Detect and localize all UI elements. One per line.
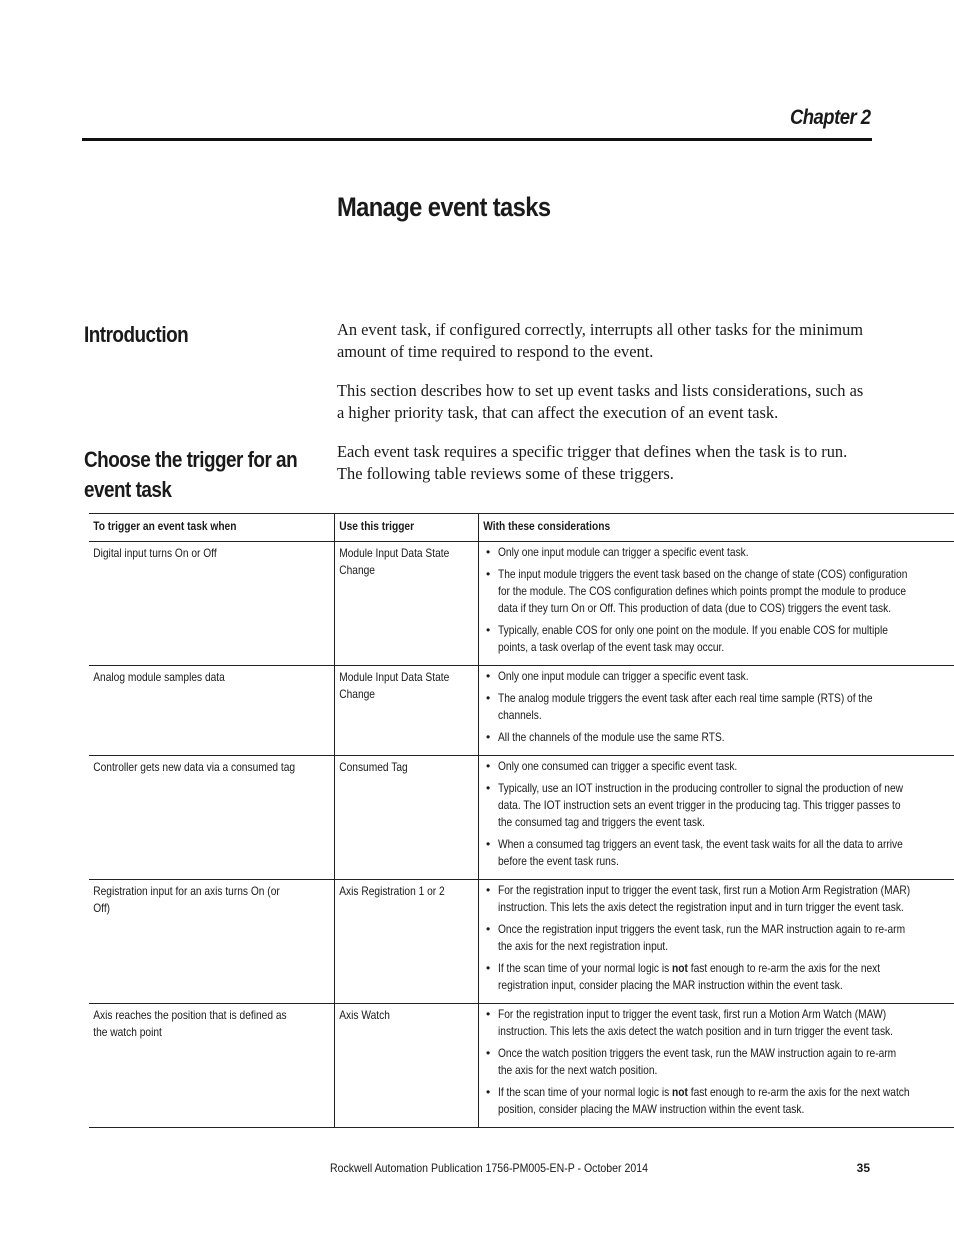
page-number: 35 bbox=[856, 1161, 870, 1175]
list-item: • Typically, use an IOT instruction in the producing controller to signal the production of new data. The IOT instruction sets an event trigger in the producing tag. This trigger passes to the consumed tag and triggers the event task. bbox=[486, 781, 904, 829]
list-item: • Only one input module can trigger a specific event task. bbox=[486, 545, 749, 559]
considerations-list bbox=[479, 756, 954, 879]
list-item: • The input module triggers the event task based on the change of state (COS) configuration for the module. The COS configuration defines which points prompt the module to produce data if they turn On or Off. This production of data (due to COS) triggers the event task. bbox=[486, 567, 908, 615]
table-row bbox=[89, 1004, 954, 1128]
introduction-heading: Introduction bbox=[84, 322, 189, 347]
list-item: • All the channels of the module use the same RTS. bbox=[486, 730, 725, 744]
list-item: • When a consumed tag triggers an event task, the event task waits for all the data to arrive before the event task runs. bbox=[486, 837, 903, 868]
bullet-icon: • bbox=[486, 837, 491, 851]
bullet-icon: • bbox=[486, 567, 491, 581]
choose-trigger-paragraph: Each event task requires a specific trigger that defines when the task is to run. The following table reviews some of these triggers. bbox=[337, 442, 848, 483]
header-rule bbox=[82, 138, 872, 141]
bullet-icon: • bbox=[486, 730, 491, 744]
table-row bbox=[89, 542, 954, 666]
list-item: • If the scan time of your normal logic is not fast enough to re-arm the axis for the next watch position, consider placing the MAW instruction within the event task. bbox=[486, 1085, 910, 1116]
bullet-icon: • bbox=[486, 1046, 491, 1060]
cell-trigger: Consumed Tag bbox=[335, 756, 479, 880]
list-item: • Only one consumed can trigger a specific event task. bbox=[486, 759, 738, 773]
cell-considerations bbox=[479, 542, 954, 666]
bullet-icon: • bbox=[486, 691, 491, 705]
list-item: • Once the registration input triggers the event task, run the MAR instruction again to re-arm the axis for the next registration input. bbox=[486, 922, 906, 953]
cell-trigger: Axis Watch bbox=[335, 1004, 479, 1128]
list-item: • For the registration input to trigger the event task, first run a Motion Arm Registration (MAR) instruction. This lets the axis detect the registration input and in turn trigger the event task. bbox=[486, 883, 911, 914]
considerations-list bbox=[479, 666, 954, 755]
cell-considerations bbox=[479, 756, 954, 880]
bullet-icon: • bbox=[486, 883, 491, 897]
cell-considerations bbox=[479, 880, 954, 1004]
list-item: • Once the watch position triggers the event task, run the MAW instruction again to re-arm the axis for the next watch position. bbox=[486, 1046, 897, 1077]
cell-when: Analog module samples data bbox=[89, 666, 335, 756]
cell-trigger: Axis Registration 1 or 2 bbox=[335, 880, 479, 1004]
page-title: Manage event tasks bbox=[337, 192, 551, 222]
cell-when: Digital input turns On or Off bbox=[89, 542, 335, 666]
choose-trigger-heading: Choose the trigger for an event task bbox=[84, 447, 298, 502]
bullet-icon: • bbox=[486, 545, 491, 559]
cell-considerations bbox=[479, 1004, 954, 1128]
list-item: • If the scan time of your normal logic is not fast enough to re-arm the axis for the next registration input, consider placing the MAR instruction within the event task. bbox=[486, 961, 881, 992]
cell-trigger: Module Input Data State Change bbox=[335, 542, 479, 666]
considerations-list bbox=[479, 880, 954, 1003]
bullet-icon: • bbox=[486, 781, 491, 795]
bullet-icon: • bbox=[486, 961, 491, 975]
bullet-icon: • bbox=[486, 922, 491, 936]
header-considerations: With these considerations bbox=[483, 519, 611, 533]
cell-when: Axis reaches the position that is defined as the watch point bbox=[89, 1004, 335, 1128]
trigger-table bbox=[89, 513, 954, 1128]
list-item: • The analog module triggers the event task after each real time sample (RTS) of the channels. bbox=[486, 691, 873, 722]
publication-info: Rockwell Automation Publication 1756-PM005-EN-P - October 2014 bbox=[330, 1161, 648, 1175]
list-item: • Only one input module can trigger a specific event task. bbox=[486, 669, 749, 683]
table-header-row bbox=[89, 514, 954, 542]
bullet-icon: • bbox=[486, 669, 491, 683]
list-item: • For the registration input to trigger the event task, first run a Motion Arm Watch (MAW) instruction. This lets the axis detect the watch position and in turn trigger the event task. bbox=[486, 1007, 893, 1038]
considerations-list bbox=[479, 542, 954, 665]
considerations-list bbox=[479, 1004, 954, 1127]
header-trigger: Use this trigger bbox=[335, 514, 479, 542]
header-when: To trigger an event task when bbox=[89, 514, 335, 542]
chapter-label: Chapter 2 bbox=[789, 106, 870, 129]
cell-when: Registration input for an axis turns On (or Off) bbox=[89, 880, 335, 1004]
bullet-icon: • bbox=[486, 623, 491, 637]
intro-paragraph-2: This section describes how to set up event tasks and lists considerations, such as a higher priority task, that can affect the execution of an event task. bbox=[337, 381, 864, 422]
table-body bbox=[89, 542, 954, 1128]
intro-paragraph-1: An event task, if configured correctly, interrupts all other tasks for the minimum amount of time required to respond to the event. bbox=[337, 320, 864, 361]
cell-trigger: Module Input Data State Change bbox=[335, 666, 479, 756]
bullet-icon: • bbox=[486, 1085, 491, 1099]
cell-when: Controller gets new data via a consumed tag bbox=[89, 756, 335, 880]
table-row bbox=[89, 756, 954, 880]
list-item: • Typically, enable COS for only one point on the module. If you enable COS for multiple points, a task overlap of the event task may occur. bbox=[486, 623, 888, 654]
bullet-icon: • bbox=[486, 759, 491, 773]
table-row bbox=[89, 880, 954, 1004]
table-row bbox=[89, 666, 954, 756]
cell-considerations bbox=[479, 666, 954, 756]
bullet-icon: • bbox=[486, 1007, 491, 1021]
